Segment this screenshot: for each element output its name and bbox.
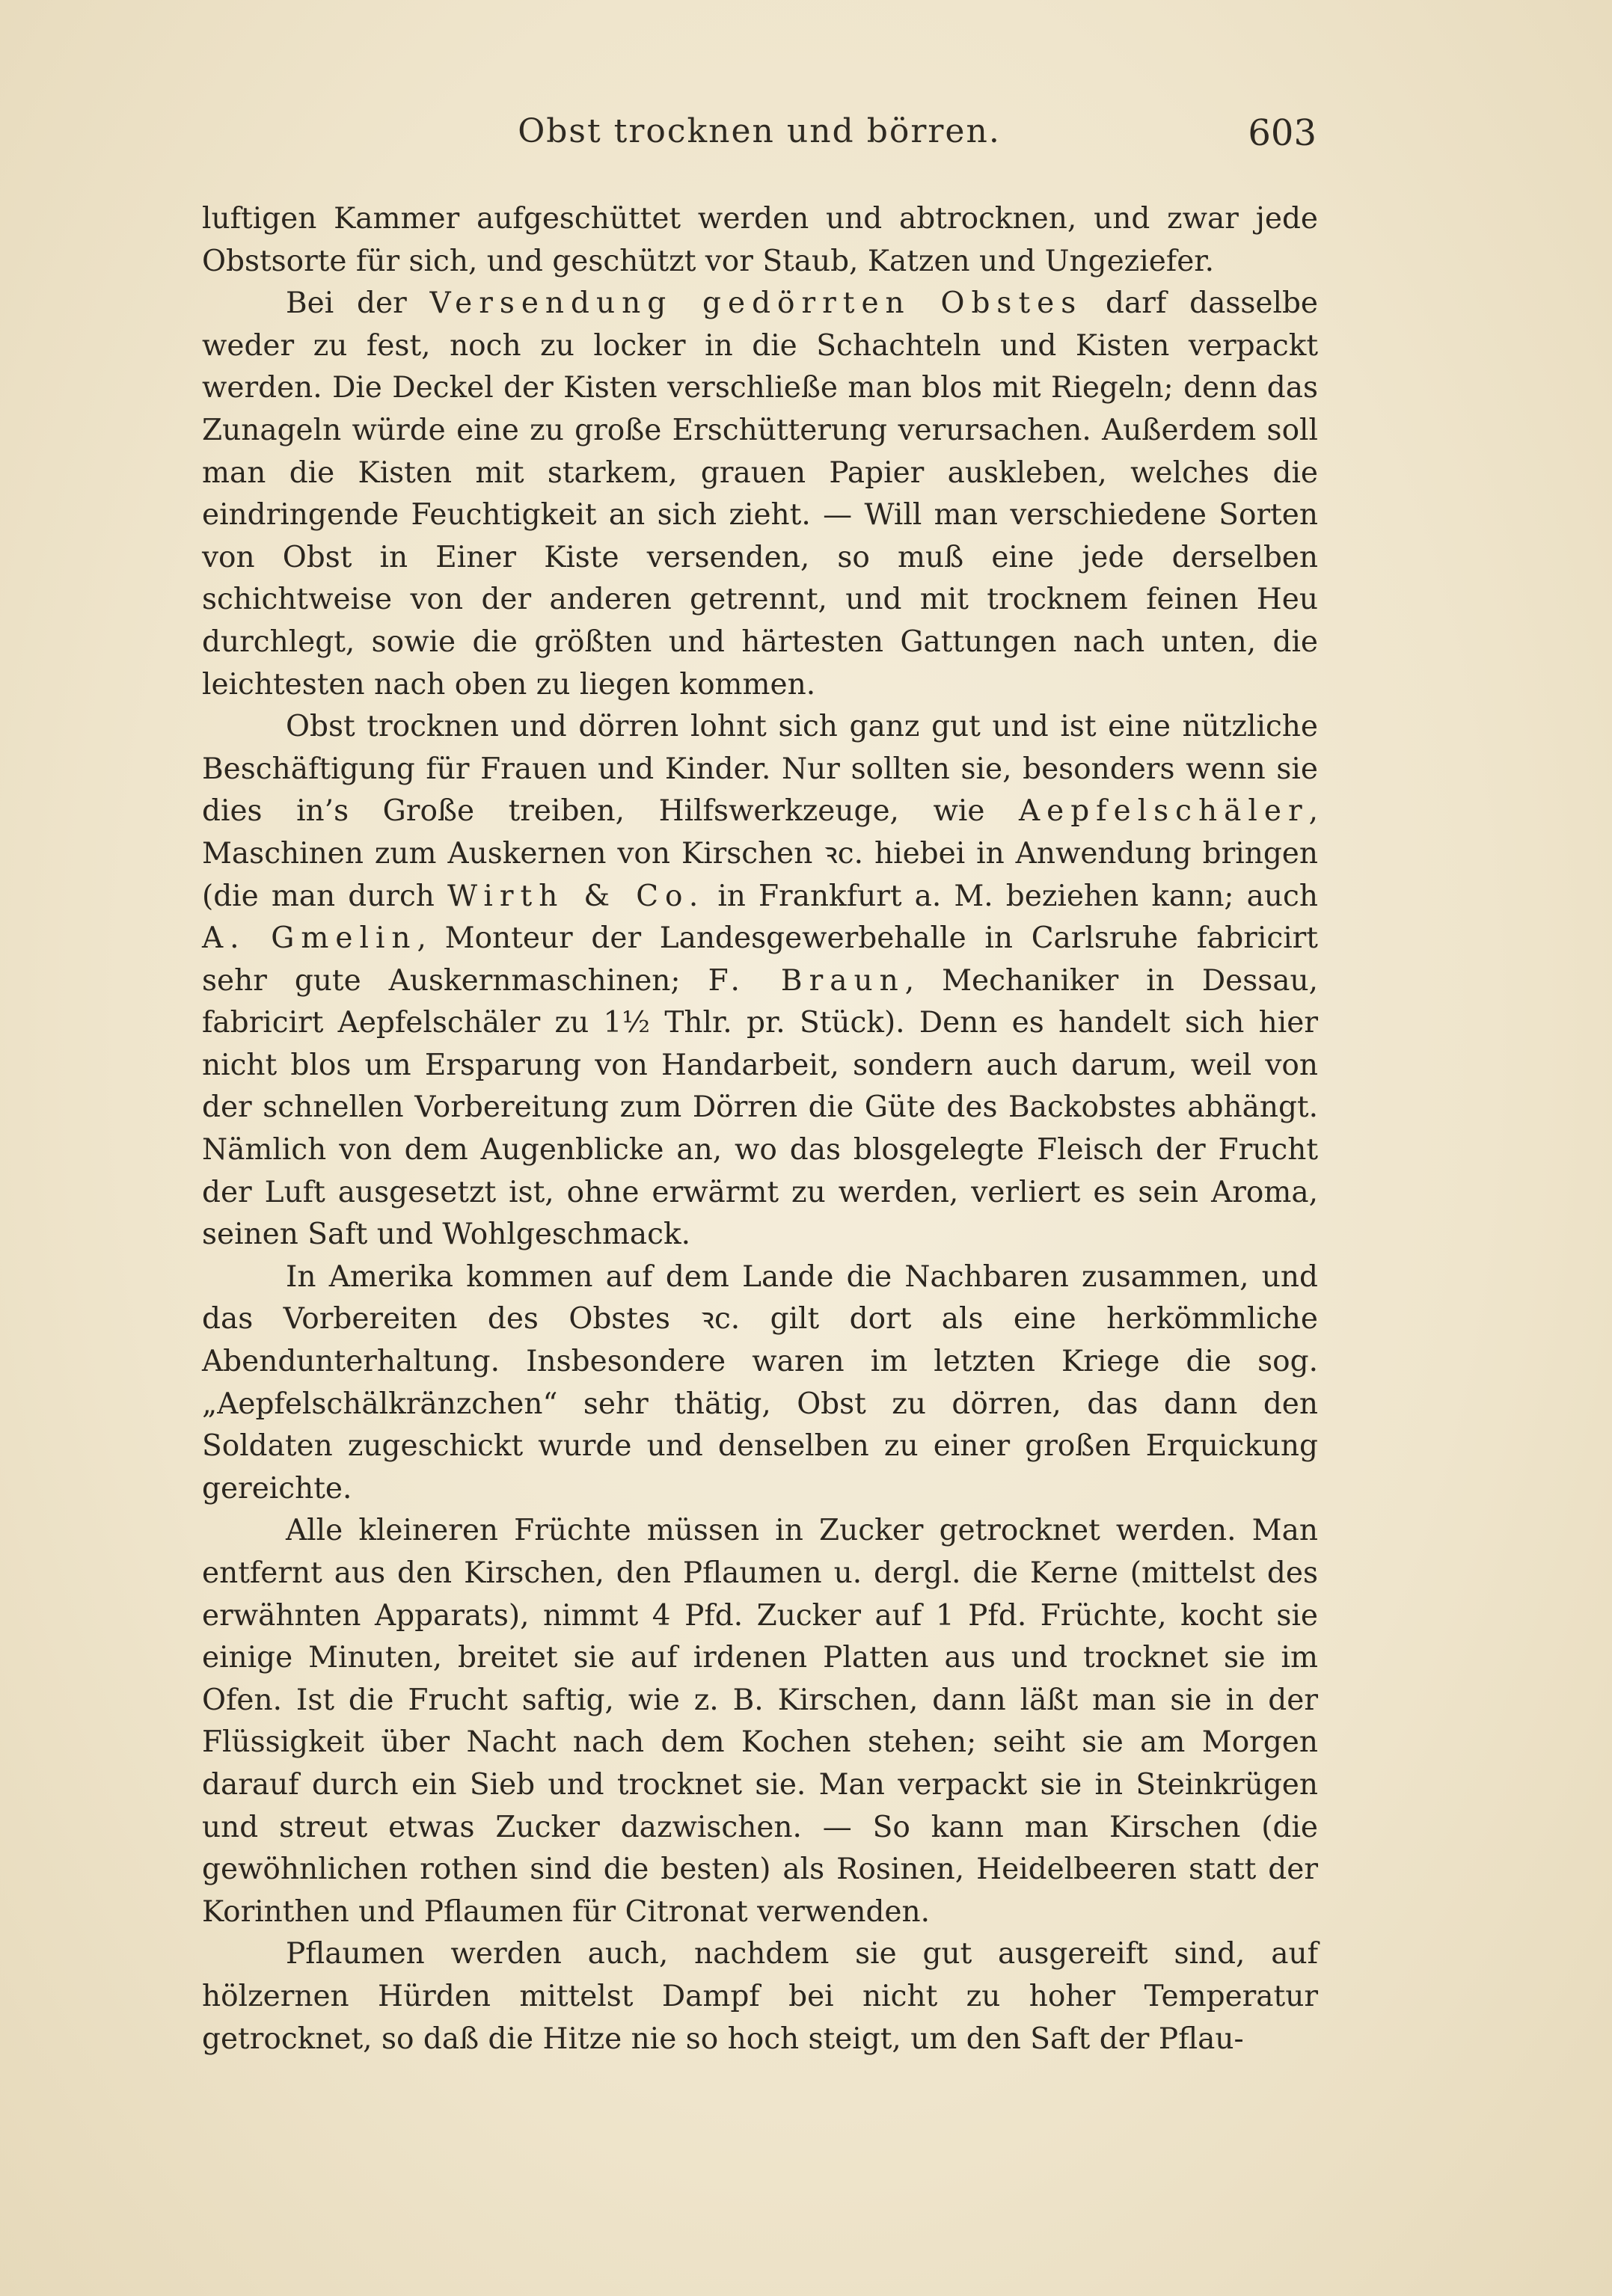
spaced-emphasis: Aepfelschäler: [1018, 794, 1309, 829]
text-segment: , Monteur der Landesgewerbehalle in Carlsruhe fabricirt sehr gute Auskernmaschinen;: [202, 921, 1318, 998]
paragraph: [202, 1510, 1318, 1933]
paragraph: [202, 283, 1318, 706]
text-segment: Bei der: [286, 286, 430, 321]
text-segment: , Mechaniker in Dessau, fabricirt Aepfelschäler zu 1½ Thlr. pr. Stück). Denn es handelt sich hier nicht blos um Ersparung von Handarbeit, sondern auch darum, weil von der schnellen Vorbereitung zum Dörren die Güte des Backobstes abhängt. Nämlich von dem Augenblicke an, wo das blosgelegte Fleisch der Frucht der Luft ausgesetzt ist, ohne erwärmt zu werden, verliert es sein Aroma, seinen Saft und Wohlgeschmack.: [202, 963, 1318, 1252]
page-header: [202, 112, 1317, 172]
spaced-emphasis: A. Gmelin: [202, 921, 417, 956]
paragraph: [202, 1256, 1318, 1511]
text-segment: , Maschinen zum Auskernen von Kirschen ꝛc. hiebei in Anwendung bringen (die man durch: [202, 794, 1318, 913]
text-segment: luftigen Kammer aufgeschüttet werden und abtrocknen, und zwar jede Obstsorte für sich, und geschützt vor Staub, Katzen und Ungeziefer.: [202, 202, 1318, 278]
paragraph: [202, 1933, 1318, 2060]
spaced-emphasis: Wirth & Co.: [447, 879, 705, 913]
running-title: Obst trocknen und börren.: [518, 112, 1001, 150]
text-segment: In Amerika kommen auf dem Lande die Nachbaren zusammen, und das Vorbereiten des Obstes ꝛc. gilt dort als eine herkömmliche Abendunterhaltung. Insbesondere waren im letzten Kriege die sog. „Aepfelschälkränzchen“ sehr thätig, Obst zu dörren, das dann den Soldaten zugeschickt wurde und denselben zu einer großen Erquickung gereichte.: [202, 1259, 1318, 1505]
spaced-emphasis: Versendung gedörrten Obstes: [429, 286, 1083, 321]
text-segment: Obst trocknen und dörren lohnt sich ganz gut und ist eine nützliche Beschäftigung für Frauen und Kinder. Nur sollten sie, besonders wenn sie dies in’s Große treiben, Hilfswerkzeuge, wie: [202, 710, 1318, 829]
paragraph: [202, 706, 1318, 1256]
body-text: [202, 198, 1318, 2060]
text-segment: Pflaumen werden auch, nachdem sie gut ausgereift sind, auf hölzernen Hürden mittelst Dampf bei nicht zu hoher Temperatur getrocknet, so daß die Hitze nie so hoch steigt, um den Saft der Pflau-: [202, 1937, 1318, 2056]
text-segment: Alle kleineren Früchte müssen in Zucker getrocknet werden. Man entfernt aus den Kirschen, den Pflaumen u. dergl. die Kerne (mittelst des erwähnten Apparats), nimmt 4 Pfd. Zucker auf 1 Pfd. Früchte, kocht sie einige Minuten, breitet sie auf irdenen Platten aus und trocknet sie im Ofen. Ist die Frucht saftig, wie z. B. Kirschen, dann läßt man sie in der Flüssigkeit über Nacht nach dem Kochen stehen; seiht sie am Morgen darauf durch ein Sieb und trocknet sie. Man verpackt sie in Steinkrügen und streut etwas Zucker dazwischen. — So kann man Kirschen (die gewöhnlichen rothen sind die besten) als Rosinen, Heidelbeeren statt der Korinthen und Pflaumen für Citronat verwenden.: [202, 1514, 1318, 1929]
paragraph: [202, 198, 1318, 283]
text-segment: darf dasselbe weder zu fest, noch zu locker in die Schachteln und Kisten verpackt werden. Die Deckel der Kisten verschließe man blos mit Riegeln; denn das Zunageln würde eine zu große Erschütterung verursachen. Außerdem soll man die Kisten mit starkem, grauen Papier auskleben, welches die eindringende Feuchtigkeit an sich zieht. — Will man verschiedene Sorten von Obst in Einer Kiste versenden, so muß eine jede derselben schichtweise von der anderen getrennt, und mit trocknem feinen Heu durchlegt, sowie die größten und härtesten Gattungen nach unten, die leichtesten nach oben zu liegen kommen.: [202, 286, 1318, 702]
text-segment: in Frankfurt a. M. beziehen kann; auch: [705, 879, 1318, 913]
page-number: 603: [1248, 112, 1317, 154]
spaced-emphasis: F. Braun: [708, 963, 905, 998]
